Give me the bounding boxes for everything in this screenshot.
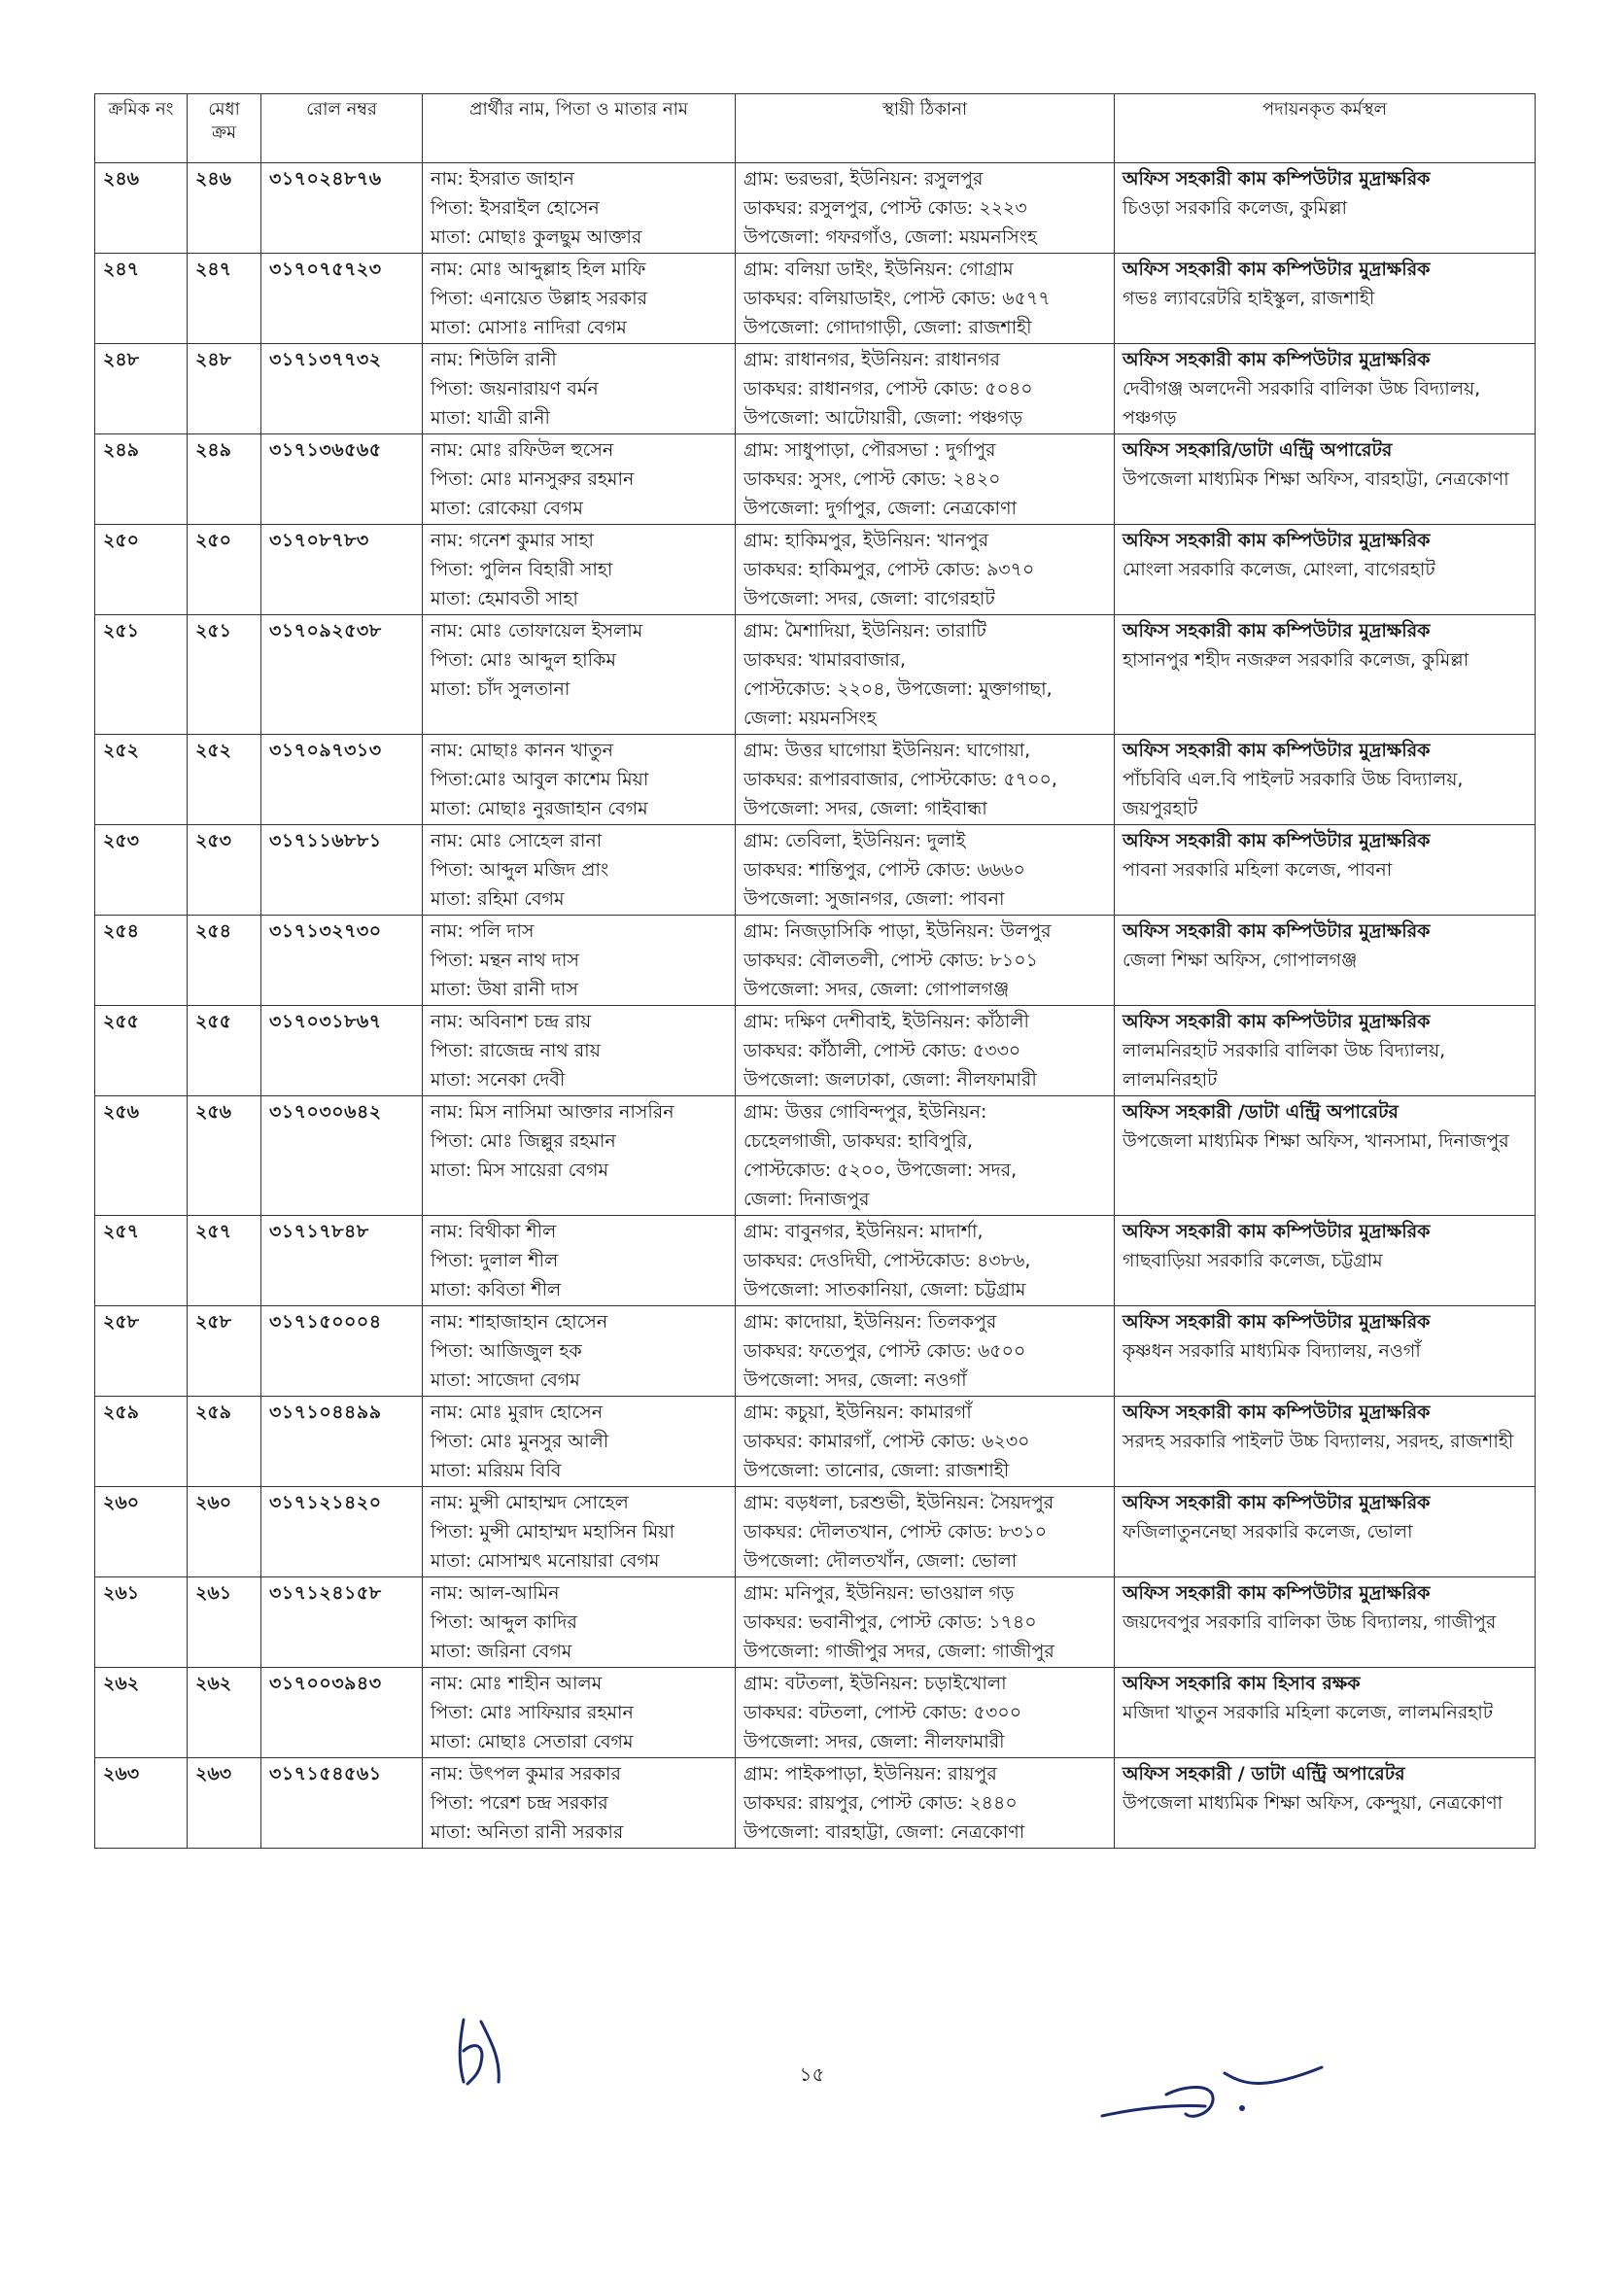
candidate-name-cell bbox=[423, 825, 736, 916]
mother-name: মাতা: মোছাঃ নুরজাহান বেগম bbox=[431, 798, 648, 819]
address-line: জেলা: ময়মনসিংহ bbox=[743, 708, 877, 729]
mother-name: মাতা: মোসাঃ নাদিরা বেগম bbox=[431, 317, 627, 338]
address-line: চেহেলগাজী, ডাকঘর: হাবিপুরি, bbox=[743, 1130, 973, 1152]
address-cell bbox=[736, 1096, 1115, 1216]
address-line: উপজেলা: সদর, জেলা: গোপালগঞ্জ bbox=[743, 979, 1010, 1000]
address-line: গ্রাম: বড়ধলা, চরশুভী, ইউনিয়ন: সৈয়দপুর bbox=[743, 1492, 1054, 1513]
posting-cell bbox=[1115, 344, 1536, 434]
serial-cell: ২৪৮ bbox=[95, 344, 188, 434]
post-title: অফিস সহকারী কাম কম্পিউটার মুদ্রাক্ষরিক bbox=[1123, 620, 1431, 641]
table-row bbox=[95, 1397, 1536, 1487]
post-title: অফিস সহকারী / ডাটা এন্ট্রি অপারেটর bbox=[1123, 1763, 1405, 1784]
header-posting: পদায়নকৃত কর্মস্থল bbox=[1115, 94, 1536, 163]
table-row bbox=[95, 916, 1536, 1006]
serial-cell: ২৬৩ bbox=[95, 1758, 188, 1849]
address-cell bbox=[736, 1216, 1115, 1306]
father-name: পিতা: মোঃ মানসুরুর রহমান bbox=[431, 468, 635, 490]
candidate-name: নাম: মোঃ শাহীন আলম bbox=[431, 1673, 603, 1694]
merit-cell: ২৫৩ bbox=[188, 825, 261, 916]
candidate-name-cell bbox=[423, 1487, 736, 1577]
post-place: মোংলা সরকারি কলেজ, মোংলা, বাগেরহাট bbox=[1123, 559, 1435, 580]
address-line: গ্রাম: মৈশাদিয়া, ইউনিয়ন: তারাটি bbox=[743, 620, 986, 641]
table-header bbox=[95, 94, 1536, 163]
table-row bbox=[95, 1758, 1536, 1849]
posting-cell bbox=[1115, 1006, 1536, 1096]
merit-cell: ২৫৪ bbox=[188, 916, 261, 1006]
address-cell bbox=[736, 1487, 1115, 1577]
address-line: গ্রাম: বলিয়া ডাইং, ইউনিয়ন: গোগ্রাম bbox=[743, 259, 1014, 280]
merit-cell: ২৫৭ bbox=[188, 1216, 261, 1306]
address-cell bbox=[736, 434, 1115, 525]
father-name: পিতা: মুন্সী মোহাম্মদ মহাসিন মিয়া bbox=[431, 1521, 674, 1542]
post-place: পাঁচবিবি এল.বি পাইলট সরকারি উচ্চ বিদ্যালয়, জয়পুরহাট bbox=[1123, 769, 1464, 819]
serial-cell: ২৪৯ bbox=[95, 434, 188, 525]
candidate-name: নাম: মোঃ রফিউল হুসেন bbox=[431, 439, 614, 461]
father-name: পিতা: পরেশ চন্দ্র সরকার bbox=[431, 1792, 608, 1814]
address-line: ডাকঘর: ফতেপুর, পোস্ট কোড: ৬৫০০ bbox=[743, 1340, 1026, 1362]
address-cell bbox=[736, 1668, 1115, 1758]
address-line: ডাকঘর: রসুলপুর, পোস্ট কোড: ২২২৩ bbox=[743, 197, 1027, 219]
table-row bbox=[95, 1577, 1536, 1668]
roll-cell: ৩১৭১২৪১৫৮ bbox=[261, 1577, 423, 1668]
posting-cell bbox=[1115, 1216, 1536, 1306]
mother-name: মাতা: সাজেদা বেগম bbox=[431, 1369, 580, 1391]
header-roll: রোল নম্বর bbox=[261, 94, 423, 163]
father-name: পিতা: মোঃ আব্দুল হাকিম bbox=[431, 649, 616, 671]
post-place: মজিদা খাতুন সরকারি মহিলা কলেজ, লালমনিরহাট bbox=[1123, 1702, 1494, 1723]
posting-cell bbox=[1115, 735, 1536, 825]
father-name: পিতা: আজিজুল হক bbox=[431, 1340, 582, 1362]
posting-cell bbox=[1115, 434, 1536, 525]
post-place: সরদহ সরকারি পাইলট উচ্চ বিদ্যালয়, সরদহ, রাজশাহী bbox=[1123, 1431, 1514, 1452]
roll-cell: ৩১৭১২১৪২০ bbox=[261, 1487, 423, 1577]
candidate-name: নাম: ইসরাত জাহান bbox=[431, 168, 574, 190]
roll-cell: ৩১৭০০৩৯৪৩ bbox=[261, 1668, 423, 1758]
candidate-name-cell bbox=[423, 344, 736, 434]
mother-name: মাতা: রহিমা বেগম bbox=[431, 888, 565, 910]
merit-cell: ২৫৬ bbox=[188, 1096, 261, 1216]
address-line: গ্রাম: মনিপুর, ইউনিয়ন: ভাওয়াল গড় bbox=[743, 1582, 1015, 1604]
post-title: অফিস সহকারী কাম কম্পিউটার মুদ্রাক্ষরিক bbox=[1123, 168, 1431, 190]
mother-name: মাতা: রোকেয়া বেগম bbox=[431, 498, 583, 519]
candidate-name: নাম: মোঃ আব্দুল্লাহ হিল মাফি bbox=[431, 259, 646, 280]
table-body bbox=[95, 163, 1536, 1849]
address-cell bbox=[736, 344, 1115, 434]
father-name: পিতা: মন্থন নাথ দাস bbox=[431, 950, 579, 971]
address-line: গ্রাম: বটতলা, ইউনিয়ন: চড়াইখোলা bbox=[743, 1673, 1007, 1694]
address-line: উপজেলা: বারহাট্টা, জেলা: নেত্রকোণা bbox=[743, 1821, 1025, 1843]
candidate-name-cell bbox=[423, 1668, 736, 1758]
posting-cell bbox=[1115, 615, 1536, 735]
address-line: উপজেলা: সুজানগর, জেলা: পাবনা bbox=[743, 888, 1005, 910]
post-place: ফজিলাতুননেছা সরকারি কলেজ, ভোলা bbox=[1123, 1521, 1413, 1542]
father-name: পিতা: দুলাল শীল bbox=[431, 1250, 559, 1271]
address-line: উপজেলা: গোদাগাড়ী, জেলা: রাজশাহী bbox=[743, 317, 1032, 338]
posting-cell bbox=[1115, 254, 1536, 344]
address-line: ডাকঘর: দৌলতখান, পোস্ট কোড: ৮৩১০ bbox=[743, 1521, 1048, 1542]
table-row bbox=[95, 1096, 1536, 1216]
posting-cell bbox=[1115, 1306, 1536, 1397]
address-line: উপজেলা: গাজীপুর সদর, জেলা: গাজীপুর bbox=[743, 1641, 1054, 1662]
post-title: অফিস সহকারি কাম হিসাব রক্ষক bbox=[1123, 1673, 1361, 1694]
header-row bbox=[95, 94, 1536, 163]
candidate-name-cell bbox=[423, 735, 736, 825]
serial-cell: ২৫১ bbox=[95, 615, 188, 735]
candidate-name-cell bbox=[423, 1758, 736, 1849]
address-line: গ্রাম: ভরভরা, ইউনিয়ন: রসুলপুর bbox=[743, 168, 984, 190]
address-line: ডাকঘর: রাধানগর, পোস্ট কোড: ৫০৪০ bbox=[743, 378, 1033, 399]
table-row bbox=[95, 163, 1536, 254]
roll-cell: ৩১৭১৩৭৭৩২ bbox=[261, 344, 423, 434]
address-line: ডাকঘর: দেওদিঘী, পোস্টকোড: ৪৩৮৬, bbox=[743, 1250, 1031, 1271]
candidate-name: নাম: বিথীকা শীল bbox=[431, 1221, 557, 1242]
merit-cell: ২৫৯ bbox=[188, 1397, 261, 1487]
father-name: পিতা: আব্দুল মজিদ প্রাং bbox=[431, 859, 609, 881]
post-title: অফিস সহকারী কাম কম্পিউটার মুদ্রাক্ষরিক bbox=[1123, 1311, 1431, 1333]
post-place: উপজেলা মাধ্যমিক শিক্ষা অফিস, খানসামা, দিনাজপুর bbox=[1123, 1130, 1509, 1152]
address-line: উপজেলা: গফরগাঁও, জেলা: ময়মনসিংহ bbox=[743, 226, 1037, 248]
merit-cell: ২৫২ bbox=[188, 735, 261, 825]
address-line: গ্রাম: নিজড়াসিকি পাড়া, ইউনিয়ন: উলপুর bbox=[743, 920, 1052, 942]
roll-cell: ৩১৭১৩২৭৩০ bbox=[261, 916, 423, 1006]
posting-cell bbox=[1115, 916, 1536, 1006]
address-line: ডাকঘর: ভবানীপুর, পোস্ট কোড: ১৭৪০ bbox=[743, 1611, 1037, 1633]
posting-cell bbox=[1115, 525, 1536, 615]
serial-cell: ২৫০ bbox=[95, 525, 188, 615]
header-name: প্রার্থীর নাম, পিতা ও মাতার নাম bbox=[423, 94, 736, 163]
serial-cell: ২৬১ bbox=[95, 1577, 188, 1668]
posting-cell bbox=[1115, 1487, 1536, 1577]
father-name: পিতা: মোঃ মুনসুর আলী bbox=[431, 1431, 609, 1452]
address-cell bbox=[736, 825, 1115, 916]
post-place: উপজেলা মাধ্যমিক শিক্ষা অফিস, বারহাট্টা, নেত্রকোণা bbox=[1123, 468, 1509, 490]
address-line: ডাকঘর: বলিয়াডাইং, পোস্ট কোড: ৬৫৭৭ bbox=[743, 288, 1051, 309]
merit-cell: ২৬৩ bbox=[188, 1758, 261, 1849]
candidate-name-cell bbox=[423, 1577, 736, 1668]
serial-cell: ২৫৭ bbox=[95, 1216, 188, 1306]
post-place: লালমনিরহাট সরকারি বালিকা উচ্চ বিদ্যালয়, লালমনিরহাট bbox=[1123, 1040, 1446, 1091]
roll-cell: ৩১৭০৭৫৭২৩ bbox=[261, 254, 423, 344]
appointment-table bbox=[94, 93, 1536, 1849]
address-line: গ্রাম: উত্তর গোবিন্দপুর, ইউনিয়ন: bbox=[743, 1101, 987, 1123]
serial-cell: ২৪৬ bbox=[95, 163, 188, 254]
post-place: কৃষ্ণধন সরকারি মাধ্যমিক বিদ্যালয়, নওগাঁ bbox=[1123, 1340, 1421, 1362]
address-cell bbox=[736, 254, 1115, 344]
candidate-name: নাম: শাহাজাহান হোসেন bbox=[431, 1311, 608, 1333]
candidate-name: নাম: শিউলি রানী bbox=[431, 349, 557, 370]
mother-name: মাতা: চাঁদ সুলতানা bbox=[431, 678, 570, 700]
candidate-name-cell bbox=[423, 615, 736, 735]
header-merit: মেধা ক্রম bbox=[188, 94, 261, 163]
merit-cell: ২৬২ bbox=[188, 1668, 261, 1758]
mother-name: মাতা: জরিনা বেগম bbox=[431, 1641, 572, 1662]
candidate-name-cell bbox=[423, 1306, 736, 1397]
father-name: পিতা: আব্দুল কাদির bbox=[431, 1611, 577, 1633]
merit-cell: ২৬০ bbox=[188, 1487, 261, 1577]
address-line: গ্রাম: দক্ষিণ দেশীবাই, ইউনিয়ন: কাঁঠালী bbox=[743, 1011, 1029, 1032]
page-number: ১৫ bbox=[799, 2062, 825, 2086]
posting-cell bbox=[1115, 163, 1536, 254]
post-title: অফিস সহকারী কাম কম্পিউটার মুদ্রাক্ষরিক bbox=[1123, 1011, 1431, 1032]
candidate-name: নাম: মোঃ তোফায়েল ইসলাম bbox=[431, 620, 643, 641]
merit-cell: ২৫৮ bbox=[188, 1306, 261, 1397]
serial-cell: ২৫৪ bbox=[95, 916, 188, 1006]
mother-name: মাতা: কবিতা শীল bbox=[431, 1279, 562, 1300]
serial-cell: ২৫৩ bbox=[95, 825, 188, 916]
mother-name: মাতা: যাত্রী রানী bbox=[431, 407, 550, 429]
posting-cell bbox=[1115, 1758, 1536, 1849]
address-cell bbox=[736, 1577, 1115, 1668]
table-row bbox=[95, 1306, 1536, 1397]
merit-cell: ২৪৬ bbox=[188, 163, 261, 254]
father-name: পিতা: মোঃ সাফিয়ার রহমান bbox=[431, 1702, 634, 1723]
roll-cell: ৩১৭১৩৬৫৬৫ bbox=[261, 434, 423, 525]
serial-cell: ২৪৭ bbox=[95, 254, 188, 344]
address-line: ডাকঘর: রায়পুর, পোস্ট কোড: ২৪৪০ bbox=[743, 1792, 1018, 1814]
mother-name: মাতা: মোছাঃ কুলছুম আক্তার bbox=[431, 226, 642, 248]
roll-cell: ৩১৭০৯২৫৩৮ bbox=[261, 615, 423, 735]
merit-cell: ২৪৮ bbox=[188, 344, 261, 434]
header-address: স্থায়ী ঠিকানা bbox=[736, 94, 1115, 163]
mother-name: মাতা: উষা রানী দাস bbox=[431, 979, 578, 1000]
father-name: পিতা: ইসরাইল হোসেন bbox=[431, 197, 600, 219]
address-line: গ্রাম: বাবুনগর, ইউনিয়ন: মাদার্শা, bbox=[743, 1221, 984, 1242]
candidate-name: নাম: আল-আমিন bbox=[431, 1582, 560, 1604]
post-title: অফিস সহকারী কাম কম্পিউটার মুদ্রাক্ষরিক bbox=[1123, 259, 1431, 280]
address-line: পোস্টকোড: ৫২০০, উপজেলা: সদর, bbox=[743, 1160, 1018, 1181]
address-line: গ্রাম: সাধুপাড়া, পৌরসভা : দুর্গাপুর bbox=[743, 439, 996, 461]
merit-cell: ২৫৫ bbox=[188, 1006, 261, 1096]
post-place: গাছবাড়িয়া সরকারি কলেজ, চট্টগ্রাম bbox=[1123, 1250, 1383, 1271]
address-line: উপজেলা: তানোর, জেলা: রাজশাহী bbox=[743, 1460, 1010, 1481]
candidate-name-cell bbox=[423, 916, 736, 1006]
table-row bbox=[95, 434, 1536, 525]
table-row bbox=[95, 825, 1536, 916]
posting-cell bbox=[1115, 1096, 1536, 1216]
candidate-name-cell bbox=[423, 254, 736, 344]
address-cell bbox=[736, 615, 1115, 735]
address-line: গ্রাম: উত্তর ঘাগোয়া ইউনিয়ন: ঘাগোয়া, bbox=[743, 740, 1031, 761]
table-row bbox=[95, 1006, 1536, 1096]
table-row bbox=[95, 254, 1536, 344]
address-line: উপজেলা: জলঢাকা, জেলা: নীলফামারী bbox=[743, 1069, 1037, 1091]
serial-cell: ২৫৬ bbox=[95, 1096, 188, 1216]
address-line: গ্রাম: তেবিলা, ইউনিয়ন: দুলাই bbox=[743, 830, 966, 851]
post-place: উপজেলা মাধ্যমিক শিক্ষা অফিস, কেন্দুয়া, নেত্রকোণা bbox=[1123, 1792, 1503, 1814]
address-cell bbox=[736, 163, 1115, 254]
serial-cell: ২৫৮ bbox=[95, 1306, 188, 1397]
post-title: অফিস সহকারী কাম কম্পিউটার মুদ্রাক্ষরিক bbox=[1123, 1492, 1431, 1513]
merit-cell: ২৪৯ bbox=[188, 434, 261, 525]
posting-cell bbox=[1115, 1577, 1536, 1668]
candidate-name-cell bbox=[423, 434, 736, 525]
address-line: ডাকঘর: কামারগাঁ, পোস্ট কোড: ৬২৩০ bbox=[743, 1431, 1030, 1452]
post-title: অফিস সহকারী কাম কম্পিউটার মুদ্রাক্ষরিক bbox=[1123, 1402, 1431, 1423]
posting-cell bbox=[1115, 1397, 1536, 1487]
address-line: গ্রাম: কাদোয়া, ইউনিয়ন: তিলকপুর bbox=[743, 1311, 997, 1333]
address-cell bbox=[736, 1006, 1115, 1096]
header-serial: ক্রমিক নং bbox=[95, 94, 188, 163]
candidate-name: নাম: অবিনাশ চন্দ্র রায় bbox=[431, 1011, 592, 1032]
address-line: ডাকঘর: রূপারবাজার, পোস্টকোড: ৫৭০০, bbox=[743, 769, 1057, 790]
merit-cell: ২৫০ bbox=[188, 525, 261, 615]
roll-cell: ৩১৭১০৪৪৯৯ bbox=[261, 1397, 423, 1487]
address-line: উপজেলা: দুর্গাপুর, জেলা: নেত্রকোণা bbox=[743, 498, 1018, 519]
post-place: চিওড়া সরকারি কলেজ, কুমিল্লা bbox=[1123, 197, 1347, 219]
roll-cell: ৩১৭১৭৮৪৮ bbox=[261, 1216, 423, 1306]
address-line: পোস্টকোড: ২২০৪, উপজেলা: মুক্তাগাছা, bbox=[743, 678, 1053, 700]
candidate-name-cell bbox=[423, 1096, 736, 1216]
table-row bbox=[95, 1487, 1536, 1577]
mother-name: মাতা: মিস সায়েরা বেগম bbox=[431, 1160, 609, 1181]
signature-right bbox=[1098, 2065, 1341, 2133]
candidate-name: নাম: মোছাঃ কানন খাতুন bbox=[431, 740, 613, 761]
candidate-name: নাম: মুন্সী মোহাম্মদ সোহেল bbox=[431, 1492, 629, 1513]
table-row bbox=[95, 1216, 1536, 1306]
roll-cell: ৩১৭১৫৪৫৬১ bbox=[261, 1758, 423, 1849]
address-cell bbox=[736, 916, 1115, 1006]
post-place: জেলা শিক্ষা অফিস, গোপালগঞ্জ bbox=[1123, 950, 1358, 971]
roll-cell: ৩১৭১৫০০০৪ bbox=[261, 1306, 423, 1397]
post-place: গভঃ ল্যাবরেটরি হাইস্কুল, রাজশাহী bbox=[1123, 288, 1375, 309]
roll-cell: ৩১৭০২৪৮৭৬ bbox=[261, 163, 423, 254]
post-place: দেবীগঞ্জ অলদেনী সরকারি বালিকা উচ্চ বিদ্যালয়, পঞ্চগড় bbox=[1123, 378, 1481, 429]
mother-name: মাতা: মোসাম্মৎ মনোয়ারা বেগম bbox=[431, 1550, 660, 1572]
candidate-name: নাম: পলি দাস bbox=[431, 920, 535, 942]
father-name: পিতা: জয়নারায়ণ বর্মন bbox=[431, 378, 599, 399]
address-line: উপজেলা: আটোয়ারী, জেলা: পঞ্চগড় bbox=[743, 407, 1023, 429]
roll-cell: ৩১৭০৯৭৩১৩ bbox=[261, 735, 423, 825]
table-row bbox=[95, 344, 1536, 434]
address-line: উপজেলা: সদর, জেলা: নীলফামারী bbox=[743, 1731, 1005, 1752]
post-title: অফিস সহকারী কাম কম্পিউটার মুদ্রাক্ষরিক bbox=[1123, 740, 1431, 761]
table-row bbox=[95, 1668, 1536, 1758]
merit-cell: ২৫১ bbox=[188, 615, 261, 735]
address-cell bbox=[736, 1306, 1115, 1397]
post-place: পাবনা সরকারি মহিলা কলেজ, পাবনা bbox=[1123, 859, 1393, 881]
address-line: ডাকঘর: কাঁঠালী, পোস্ট কোড: ৫৩৩০ bbox=[743, 1040, 1021, 1061]
address-line: ডাকঘর: খামারবাজার, bbox=[743, 649, 906, 671]
serial-cell: ২৫২ bbox=[95, 735, 188, 825]
father-name: পিতা: রাজেন্দ্র নাথ রায় bbox=[431, 1040, 601, 1061]
post-place: জয়দেবপুর সরকারি বালিকা উচ্চ বিদ্যালয়, গাজীপুর bbox=[1123, 1611, 1497, 1633]
table-row bbox=[95, 525, 1536, 615]
post-title: অফিস সহকারি/ডাটা এন্ট্রি অপারেটর bbox=[1123, 439, 1393, 461]
mother-name: মাতা: হেমাবতী সাহা bbox=[431, 588, 578, 609]
address-line: উপজেলা: সদর, জেলা: বাগেরহাট bbox=[743, 588, 995, 609]
serial-cell: ২৬০ bbox=[95, 1487, 188, 1577]
table-row bbox=[95, 615, 1536, 735]
roll-cell: ৩১৭০৩০৬৪২ bbox=[261, 1096, 423, 1216]
candidate-name: নাম: উৎপল কুমার সরকার bbox=[431, 1763, 621, 1784]
merit-cell: ২৪৭ bbox=[188, 254, 261, 344]
address-line: ডাকঘর: শান্তিপুর, পোস্ট কোড: ৬৬৬০ bbox=[743, 859, 1025, 881]
mother-name: মাতা: সনেকা দেবী bbox=[431, 1069, 566, 1091]
address-line: গ্রাম: রাধানগর, ইউনিয়ন: রাধানগর bbox=[743, 349, 1000, 370]
post-title: অফিস সহকারী কাম কম্পিউটার মুদ্রাক্ষরিক bbox=[1123, 830, 1431, 851]
mother-name: মাতা: অনিতা রানী সরকার bbox=[431, 1821, 624, 1843]
address-line: জেলা: দিনাজপুর bbox=[743, 1189, 870, 1210]
father-name: পিতা: এনায়েত উল্লাহ সরকার bbox=[431, 288, 648, 309]
candidate-name: নাম: গনেশ কুমার সাহা bbox=[431, 530, 594, 551]
address-line: গ্রাম: হাকিমপুর, ইউনিয়ন: খানপুর bbox=[743, 530, 989, 551]
address-line: ডাকঘর: বটতলা, পোস্ট কোড: ৫৩০০ bbox=[743, 1702, 1022, 1723]
father-name: পিতা: পুলিন বিহারী সাহা bbox=[431, 559, 613, 580]
roll-cell: ৩১৭১১৬৮৮১ bbox=[261, 825, 423, 916]
serial-cell: ২৬২ bbox=[95, 1668, 188, 1758]
father-name: পিতা: মোঃ জিল্লুর রহমান bbox=[431, 1130, 616, 1152]
table-row bbox=[95, 735, 1536, 825]
post-title: অফিস সহকারী কাম কম্পিউটার মুদ্রাক্ষরিক bbox=[1123, 349, 1431, 370]
address-line: ডাকঘর: হাকিমপুর, পোস্ট কোড: ৯৩৭০ bbox=[743, 559, 1035, 580]
father-name: পিতা:মোঃ আবুল কাশেম মিয়া bbox=[431, 769, 649, 790]
candidate-name: নাম: মোঃ মুরাদ হোসেন bbox=[431, 1402, 604, 1423]
post-place: হাসানপুর শহীদ নজরুল সরকারি কলেজ, কুমিল্লা bbox=[1123, 649, 1469, 671]
address-cell bbox=[736, 735, 1115, 825]
mother-name: মাতা: মোছাঃ সেতারা বেগম bbox=[431, 1731, 634, 1752]
address-line: উপজেলা: সদর, জেলা: গাইবান্ধা bbox=[743, 798, 987, 819]
posting-cell bbox=[1115, 1668, 1536, 1758]
candidate-name-cell bbox=[423, 1006, 736, 1096]
posting-cell bbox=[1115, 825, 1536, 916]
address-line: ডাকঘর: বৌলতলী, পোস্ট কোড: ৮১০১ bbox=[743, 950, 1038, 971]
address-cell bbox=[736, 1397, 1115, 1487]
address-line: ডাকঘর: সুসং, পোস্ট কোড: ২৪২০ bbox=[743, 468, 1001, 490]
serial-cell: ২৫৯ bbox=[95, 1397, 188, 1487]
address-line: উপজেলা: সাতকানিয়া, জেলা: চট্টগ্রাম bbox=[743, 1279, 1026, 1300]
candidate-name-cell bbox=[423, 1397, 736, 1487]
post-title: অফিস সহকারী কাম কম্পিউটার মুদ্রাক্ষরিক bbox=[1123, 530, 1431, 551]
address-line: গ্রাম: পাইকপাড়া, ইউনিয়ন: রায়পুর bbox=[743, 1763, 997, 1784]
address-line: গ্রাম: কচুয়া, ইউনিয়ন: কামারগাঁ bbox=[743, 1402, 972, 1423]
address-cell bbox=[736, 1758, 1115, 1849]
serial-cell: ২৫৫ bbox=[95, 1006, 188, 1096]
roll-cell: ৩১৭০৮৭৮৩ bbox=[261, 525, 423, 615]
post-title: অফিস সহকারী কাম কম্পিউটার মুদ্রাক্ষরিক bbox=[1123, 1582, 1431, 1604]
address-line: উপজেলা: সদর, জেলা: নওগাঁ bbox=[743, 1369, 967, 1391]
address-cell bbox=[736, 525, 1115, 615]
candidate-name: নাম: মোঃ সোহেল রানা bbox=[431, 830, 603, 851]
address-line: উপজেলা: দৌলতখাঁন, জেলা: ভোলা bbox=[743, 1550, 1018, 1572]
post-title: অফিস সহকারী কাম কম্পিউটার মুদ্রাক্ষরিক bbox=[1123, 1221, 1431, 1242]
roll-cell: ৩১৭০৩১৮৬৭ bbox=[261, 1006, 423, 1096]
candidate-name-cell bbox=[423, 525, 736, 615]
candidate-name-cell bbox=[423, 163, 736, 254]
merit-cell: ২৬১ bbox=[188, 1577, 261, 1668]
candidate-name: নাম: মিস নাসিমা আক্তার নাসরিন bbox=[431, 1101, 674, 1123]
candidate-name-cell bbox=[423, 1216, 736, 1306]
post-title: অফিস সহকারী /ডাটা এন্ট্রি অপারেটর bbox=[1123, 1101, 1399, 1123]
mother-name: মাতা: মরিয়ম বিবি bbox=[431, 1460, 562, 1481]
post-title: অফিস সহকারী কাম কম্পিউটার মুদ্রাক্ষরিক bbox=[1123, 920, 1431, 942]
